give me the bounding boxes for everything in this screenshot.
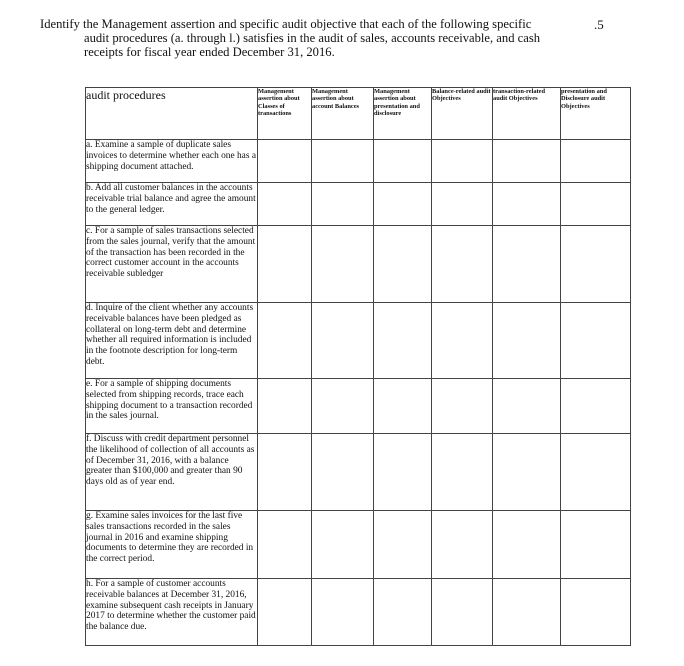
procedures-column-header: audit procedures [86, 88, 258, 140]
table-row [86, 511, 631, 579]
table-row [86, 303, 631, 379]
answer-cell[interactable] [561, 226, 631, 303]
table-header-row [86, 88, 631, 140]
column-header-assertion-classes: Management assertion about Classes of transactions [258, 88, 312, 140]
answer-cell[interactable] [561, 140, 631, 183]
answer-cell[interactable] [258, 226, 312, 303]
answer-cell[interactable] [374, 183, 432, 226]
answer-cell[interactable] [561, 303, 631, 379]
column-header-transaction-objectives: transaction-related audit Objectives [493, 88, 561, 140]
answer-cell[interactable] [312, 579, 374, 646]
answer-cell[interactable] [561, 511, 631, 579]
answer-cell[interactable] [493, 511, 561, 579]
answer-cell[interactable] [374, 511, 432, 579]
answer-cell[interactable] [258, 511, 312, 579]
instructions-line-1: Identify the Management assertion and specific audit objective that each of the following specific [40, 17, 532, 31]
answer-cell[interactable] [432, 303, 493, 379]
table-row [86, 579, 631, 646]
answer-cell[interactable] [374, 379, 432, 434]
answer-cell[interactable] [493, 140, 561, 183]
answer-cell[interactable] [493, 226, 561, 303]
table-row [86, 379, 631, 434]
procedure-e: e. For a sample of shipping documents selected from shipping records, trace each shipping document to a transaction recorded in the sales journal. [86, 379, 258, 434]
answer-cell[interactable] [258, 579, 312, 646]
column-header-assertion-balances: Management assertion about account Balances [312, 88, 374, 140]
answer-cell[interactable] [561, 434, 631, 511]
column-header-balance-objectives: Balance-related audit Objectives [432, 88, 493, 140]
procedure-h: h. For a sample of customer accounts receivable balances at December 31, 2016, examine subsequent cash receipts in January 2017 to determine whether the customer paid the balance due. [86, 579, 258, 646]
answer-cell[interactable] [312, 140, 374, 183]
answer-cell[interactable] [493, 579, 561, 646]
answer-cell[interactable] [561, 183, 631, 226]
answer-cell[interactable] [312, 379, 374, 434]
instructions [40, 17, 580, 59]
answer-cell[interactable] [432, 434, 493, 511]
table-row [86, 140, 631, 183]
answer-cell[interactable] [493, 379, 561, 434]
instructions-line-3: receipts for fiscal year ended December 31, 2016. [84, 45, 335, 59]
answer-cell[interactable] [493, 303, 561, 379]
answer-cell[interactable] [432, 140, 493, 183]
answer-cell[interactable] [374, 434, 432, 511]
answer-cell[interactable] [493, 434, 561, 511]
answer-cell[interactable] [561, 379, 631, 434]
table-row [86, 226, 631, 303]
answer-cell[interactable] [258, 140, 312, 183]
answer-cell[interactable] [374, 579, 432, 646]
column-header-assertion-presentation: Management assertion about presentation and disclosure [374, 88, 432, 140]
answer-cell[interactable] [561, 579, 631, 646]
procedure-a: a. Examine a sample of duplicate sales invoices to determine whether each one has a shipping document attached. [86, 140, 258, 183]
answer-cell[interactable] [258, 379, 312, 434]
answer-cell[interactable] [374, 303, 432, 379]
procedure-g: g. Examine sales invoices for the last five sales transactions recorded in the sales journal in 2016 and examine shipping documents to determine they are recorded in the correct period. [86, 511, 258, 579]
table-row [86, 434, 631, 511]
answer-cell[interactable] [432, 379, 493, 434]
table-row [86, 183, 631, 226]
answer-cell[interactable] [258, 434, 312, 511]
instructions-line-2: audit procedures (a. through l.) satisfies in the audit of sales, accounts receivable, and cash [84, 31, 541, 45]
procedure-d: d. Inquire of the client whether any accounts receivable balances have been pledged as collateral on long-term debt and determine whether all required information is included in the footnote description for long-term debt. [86, 303, 258, 379]
question-number: .5 [594, 17, 604, 32]
answer-cell[interactable] [374, 140, 432, 183]
answer-cell[interactable] [312, 183, 374, 226]
answer-cell[interactable] [312, 303, 374, 379]
audit-procedures-table [85, 87, 631, 646]
answer-cell[interactable] [432, 183, 493, 226]
answer-cell[interactable] [432, 226, 493, 303]
answer-cell[interactable] [258, 183, 312, 226]
procedure-b: b. Add all customer balances in the accounts receivable trial balance and agree the amount to the general ledger. [86, 183, 258, 226]
procedure-f: f. Discuss with credit department personnel the likelihood of collection of all accounts as of December 31, 2016, with a balance greater than $100,000 and greater than 90 days old as of year end. [86, 434, 258, 511]
answer-cell[interactable] [432, 579, 493, 646]
answer-cell[interactable] [312, 434, 374, 511]
answer-cell[interactable] [312, 226, 374, 303]
answer-cell[interactable] [374, 226, 432, 303]
procedure-c: c. For a sample of sales transactions selected from the sales journal, verify that the amount of the transaction has been recorded in the correct customer account in the accounts receivable subledger [86, 226, 258, 303]
answer-cell[interactable] [312, 511, 374, 579]
answer-cell[interactable] [432, 511, 493, 579]
column-header-presentation-objectives: presentation and Disclosure audit Objectives [561, 88, 631, 140]
answer-cell[interactable] [493, 183, 561, 226]
answer-cell[interactable] [258, 303, 312, 379]
